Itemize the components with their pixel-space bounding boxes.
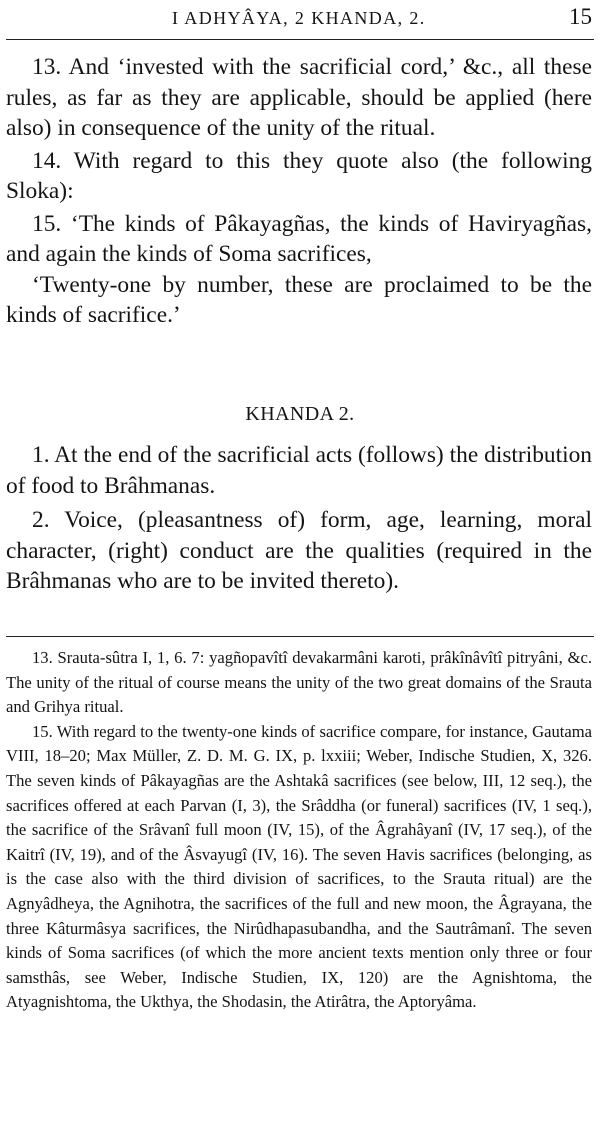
footnote-rule — [6, 636, 594, 637]
sutra-1: 1. At the end of the sacrificial acts (follows) the distribution of food to Brâhmanas. — [6, 442, 592, 499]
footnotes — [6, 646, 592, 1015]
running-head — [0, 2, 600, 38]
section-body — [6, 440, 592, 597]
running-head-title: I ADHYÂYA, 2 KHANDA, 2. — [172, 8, 426, 28]
verse-15: 15. ‘The kinds of Pâkayagñas, the kinds of Haviryagñas, and again the kinds of Soma sacrifices, — [6, 210, 592, 267]
verse-15-continuation: ‘Twenty-one by number, these are proclaimed to be the kinds of sacrifice.’ — [6, 271, 592, 328]
section-heading: KHANDA 2. — [245, 403, 355, 425]
sutra-2: 2. Voice, (pleasantness of) form, age, learning, moral character, (right) conduct are the qualities (required in the Brâhmanas who are to be invited thereto). — [6, 507, 592, 594]
main-text — [6, 52, 592, 331]
footnote-15: 15. With regard to the twenty-one kinds of sacrifice compare, for instance, Gautama VIII, 18–20; Max Müller, Z. D. M. G. IX, p. lxxiii; Weber, Indische Studien, X, 326. The seven kinds of Pâkayagñas are the Ashtakâ sacrifices (see below, III, 12 seq.), the sacrifices offered at each Parvan (I, 3), the Srâddha (or funeral) sacrifices (IV, 1 seq.), the sacrifice of the Srâvanî full moon (IV, 15), of the Âgrahâyanî (IV, 17 seq.), of the Kaitrî (IV, 19), and of the Âsvayugî (IV, 16). The seven Havis sacrifices (belonging, as is the case also with the third division of sacrifices, to the Srauta ritual) are the Agnyâdheya, the Agnihotra, the sacrifices of the full and new moon, the Âgrayana, the three Kâturmâsya sacrifices, the Nirûdhapasubandha, and the Sautrâmanî. The seven kinds of Soma sacrifices (of which the more ancient texts mention only three or four samsthâs, see Weber, Indische Studien, IX, 120) are the Agnishtoma, the Atyagnishtoma, the Ukthya, the Shodasin, the Atirâtra, the Aptoryâma. — [6, 721, 592, 1012]
footnote-13: 13. Srauta-sûtra I, 1, 6. 7: yagñopavîtî devakarmâni karoti, prâkînâvîtî pitryâni, &c. The unity of the ritual of course means the unity of the two great domains of the Srauta and Grihya ritual. — [6, 648, 592, 717]
verse-14: 14. With regard to this they quote also (the following Sloka): — [6, 147, 592, 204]
header-rule — [6, 39, 594, 40]
page-number: 15 — [569, 4, 592, 29]
verse-13: 13. And ‘invested with the sacrificial cord,’ &c., all these rules, as far as they are applicable, should be applied (here also) in consequence of the unity of the ritual. — [6, 54, 592, 141]
